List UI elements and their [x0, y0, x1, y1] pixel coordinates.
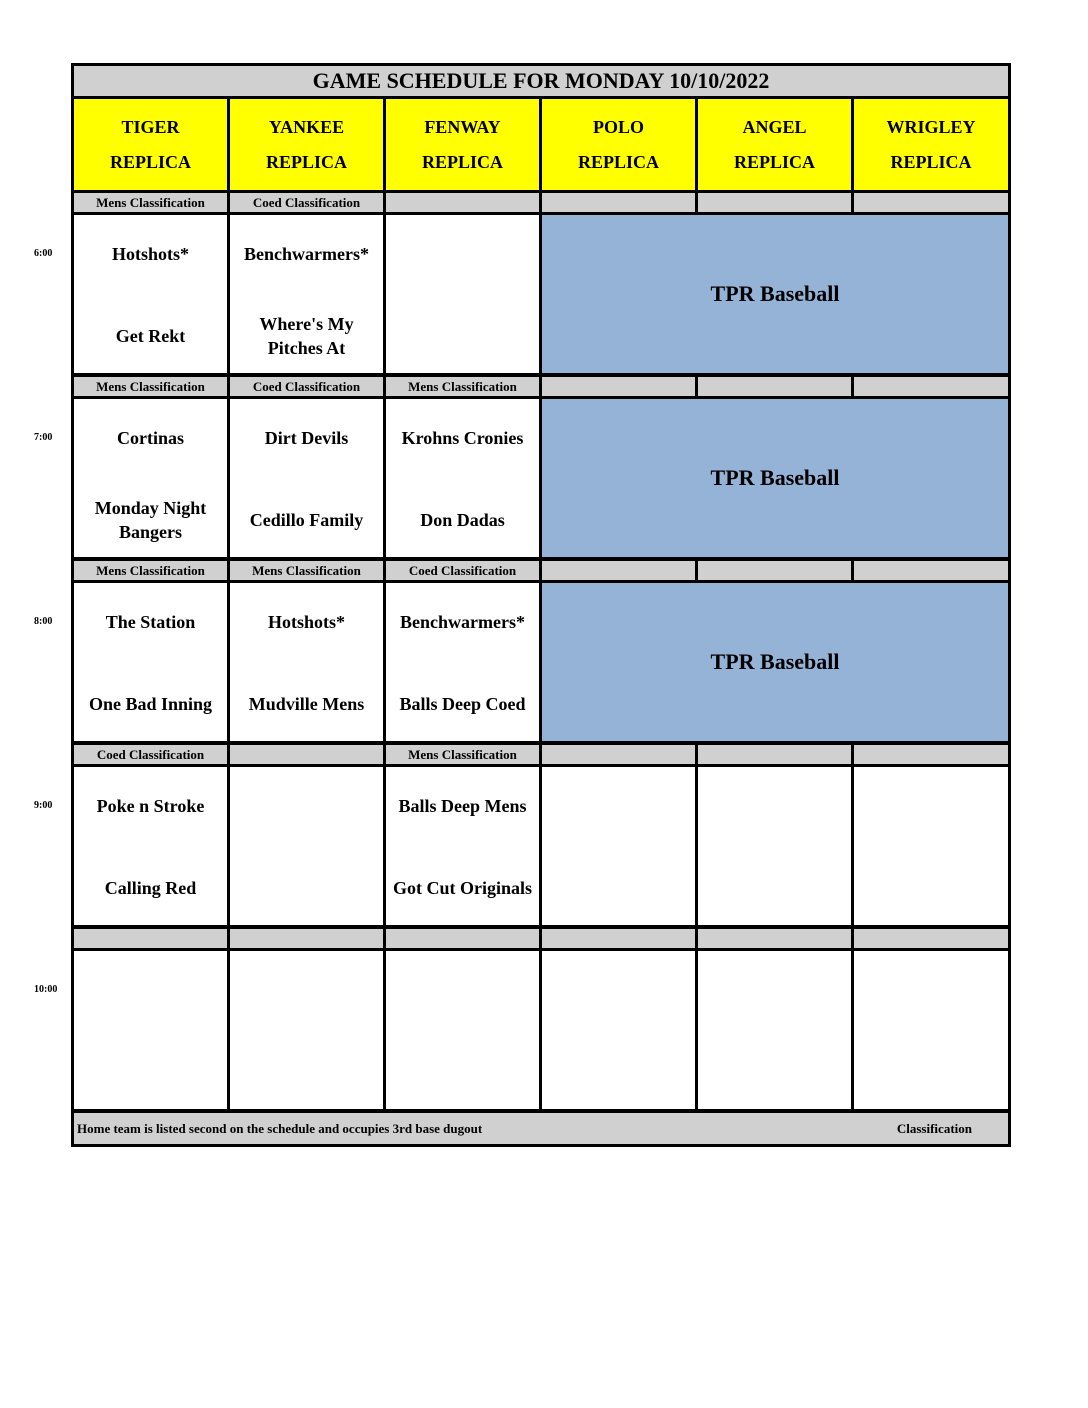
game-cell	[698, 951, 851, 1109]
field-subtitle: REPLICA	[577, 151, 659, 172]
home-team: Get Rekt	[115, 326, 186, 346]
classification-cell	[854, 745, 1008, 764]
classification-cell	[698, 377, 851, 396]
game-cell	[230, 399, 383, 557]
field-header-polo	[542, 99, 695, 190]
away-team	[698, 975, 851, 1005]
classification-cell: Mens Classification	[74, 193, 227, 212]
classification-cell: Mens Classification	[74, 561, 227, 580]
away-team	[854, 975, 1008, 1005]
home-team: Cedillo Family	[249, 510, 364, 530]
classification-cell	[854, 929, 1008, 948]
field-name: ANGEL	[742, 116, 807, 137]
away-team	[74, 975, 227, 1005]
away-team	[386, 239, 539, 269]
game-cell	[74, 215, 227, 373]
game-cell	[230, 767, 383, 925]
field-header-angel	[698, 99, 851, 190]
game-cell	[74, 583, 227, 741]
away-team: Cortinas	[117, 428, 184, 448]
home-team	[386, 307, 539, 365]
time-label: 9:00	[34, 800, 53, 811]
game-cell	[542, 767, 695, 925]
field-subtitle: REPLICA	[109, 151, 191, 172]
field-header-tiger	[74, 99, 227, 190]
classification-cell	[698, 193, 851, 212]
classification-cell	[542, 745, 695, 764]
home-team	[542, 859, 695, 917]
home-team	[698, 859, 851, 917]
field-header-wrigley	[854, 99, 1008, 190]
field-name: FENWAY	[424, 116, 501, 137]
home-team: Mudville Mens	[248, 694, 365, 714]
game-cell	[698, 767, 851, 925]
game-cell	[386, 215, 539, 373]
game-cell	[230, 951, 383, 1109]
schedule-title: GAME SCHEDULE FOR MONDAY 10/10/2022	[74, 66, 1008, 96]
home-team	[230, 1043, 383, 1101]
time-label: 10:00	[34, 984, 58, 995]
game-cell	[386, 399, 539, 557]
away-team	[230, 975, 383, 1005]
tpr-baseball-block: TPR Baseball	[542, 215, 1008, 373]
classification-cell: Mens Classification	[386, 745, 539, 764]
home-team	[386, 1043, 539, 1101]
classification-cell	[230, 929, 383, 948]
classification-cell: Coed Classification	[386, 561, 539, 580]
footer-row	[74, 1113, 1008, 1144]
time-label: 7:00	[34, 432, 53, 443]
classification-cell	[386, 193, 539, 212]
time-label: 6:00	[34, 248, 53, 259]
classification-cell: Mens Classification	[386, 377, 539, 396]
footer-note: Home team is listed second on the schedule and occupies 3rd base dugout	[77, 1120, 483, 1136]
away-team: Dirt Devils	[264, 428, 349, 448]
home-team: Don Dadas	[420, 510, 505, 530]
field-subtitle: REPLICA	[265, 151, 347, 172]
home-team	[854, 859, 1008, 917]
classification-cell	[698, 745, 851, 764]
classification-cell	[542, 377, 695, 396]
home-team: Calling Red	[104, 878, 197, 898]
home-team	[230, 859, 383, 917]
classification-cell: Coed Classification	[230, 377, 383, 396]
field-subtitle: REPLICA	[890, 151, 972, 172]
classification-cell	[698, 561, 851, 580]
classification-cell: Mens Classification	[230, 561, 383, 580]
home-team	[542, 1043, 695, 1101]
game-cell	[74, 951, 227, 1109]
home-team: One Bad Inning	[88, 694, 213, 714]
away-team	[386, 975, 539, 1005]
away-team: Balls Deep Mens	[398, 796, 527, 816]
classification-cell	[698, 929, 851, 948]
game-cell	[230, 215, 383, 373]
home-team: Got Cut Originals	[392, 878, 532, 898]
time-label: 8:00	[34, 616, 53, 627]
classification-cell	[74, 929, 227, 948]
game-cell	[854, 951, 1008, 1109]
schedule-sheet	[71, 63, 1011, 1147]
classification-cell	[386, 929, 539, 948]
home-team	[74, 1043, 227, 1101]
field-header-fenway	[386, 99, 539, 190]
away-team: The Station	[105, 612, 196, 632]
home-team	[854, 1043, 1008, 1101]
game-cell	[74, 399, 227, 557]
away-team	[854, 791, 1008, 821]
game-cell	[74, 767, 227, 925]
game-cell	[386, 951, 539, 1109]
field-name: POLO	[592, 116, 644, 137]
classification-cell	[854, 377, 1008, 396]
game-cell	[386, 767, 539, 925]
footer-classification: Classification	[896, 1120, 972, 1136]
home-team: Monday Night Bangers	[94, 498, 207, 542]
classification-cell: Coed Classification	[230, 193, 383, 212]
away-team	[698, 791, 851, 821]
field-name: TIGER	[121, 116, 180, 137]
classification-cell	[542, 561, 695, 580]
home-team	[698, 1043, 851, 1101]
field-subtitle: REPLICA	[421, 151, 503, 172]
away-team: Poke n Stroke	[96, 796, 205, 816]
field-subtitle: REPLICA	[733, 151, 815, 172]
away-team	[542, 975, 695, 1005]
classification-cell	[854, 561, 1008, 580]
away-team: Hotshots*	[111, 244, 189, 264]
game-cell	[386, 583, 539, 741]
game-cell	[542, 951, 695, 1109]
game-cell	[230, 583, 383, 741]
tpr-baseball-block: TPR Baseball	[542, 583, 1008, 741]
tpr-baseball-block: TPR Baseball	[542, 399, 1008, 557]
away-team	[542, 791, 695, 821]
field-name: WRIGLEY	[886, 116, 976, 137]
field-name: YANKEE	[268, 116, 345, 137]
classification-cell: Coed Classification	[74, 745, 227, 764]
away-team: Hotshots*	[267, 612, 345, 632]
away-team: Krohns Cronies	[401, 428, 524, 448]
away-team: Benchwarmers*	[244, 244, 369, 264]
home-team: Balls Deep Coed	[399, 694, 526, 714]
away-team	[230, 791, 383, 821]
field-header-yankee	[230, 99, 383, 190]
classification-cell: Mens Classification	[74, 377, 227, 396]
home-team: Where's My Pitches At	[259, 314, 354, 358]
game-cell	[854, 767, 1008, 925]
classification-cell	[230, 745, 383, 764]
away-team: Benchwarmers*	[400, 612, 525, 632]
classification-cell	[854, 193, 1008, 212]
classification-cell	[542, 929, 695, 948]
classification-cell	[542, 193, 695, 212]
